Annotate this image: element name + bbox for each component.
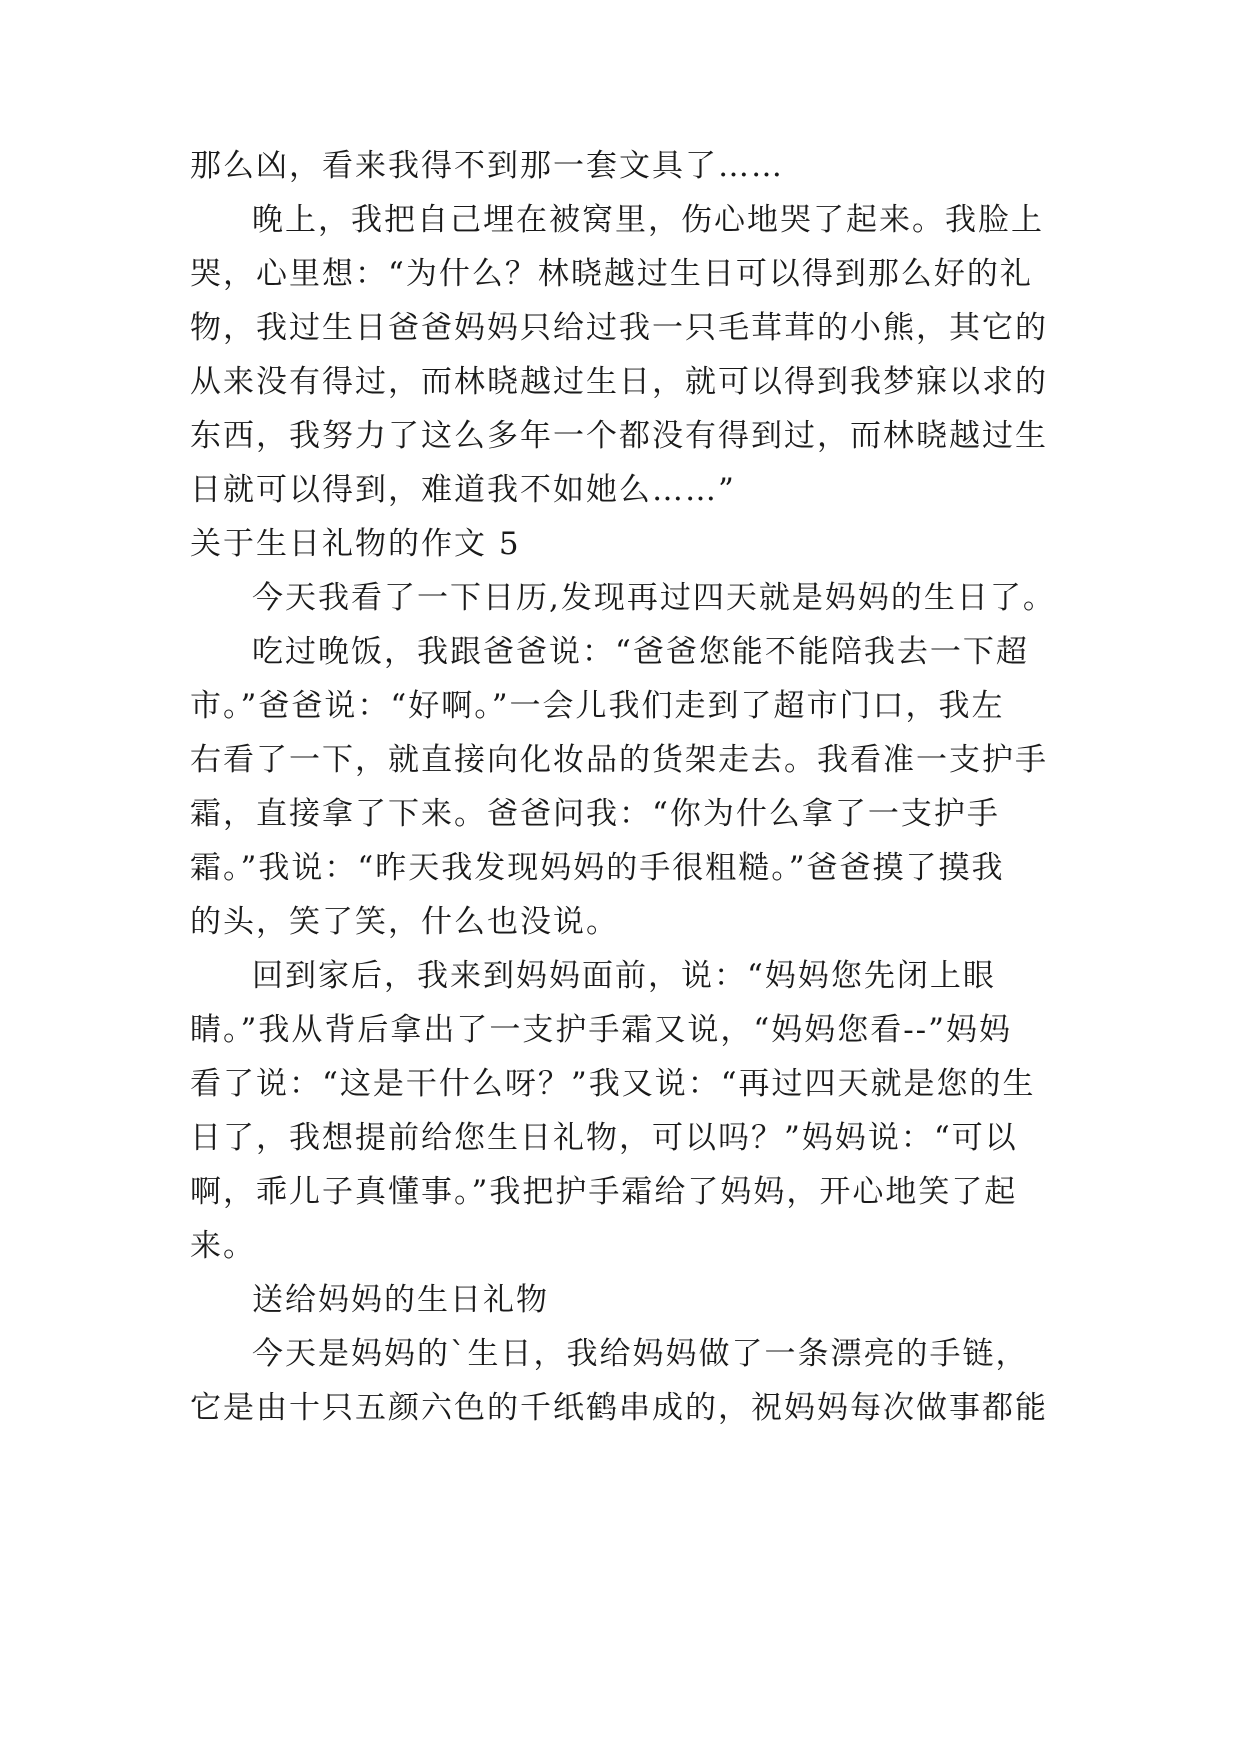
- text-line: 吃过晚饭，我跟爸爸说：“爸爸您能不能陪我去一下超: [252, 634, 1029, 670]
- text-line: 回到家后，我来到妈妈面前，说：“妈妈您先闭上眼: [252, 958, 996, 994]
- text-line: 那么凶，看来我得不到那一套文具了……: [190, 148, 784, 184]
- text-line: 啊，乖儿子真懂事。”我把护手霜给了妈妈，开心地笑了起: [190, 1174, 1018, 1210]
- text-line: 来。: [190, 1228, 256, 1264]
- subsection-heading: 送给妈妈的生日礼物: [252, 1282, 549, 1318]
- text-line: 物，我过生日爸爸妈妈只给过我一只毛茸茸的小熊，其它的: [190, 310, 1048, 346]
- text-line: 东西，我努力了这么多年一个都没有得到过，而林晓越过生: [190, 418, 1048, 454]
- text-line: 日就可以得到，难道我不如她么……”: [190, 472, 736, 508]
- text-line: 霜。”我说：“昨天我发现妈妈的手很粗糙。”爸爸摸了摸我: [190, 850, 1005, 886]
- text-line: 看了说：“这是干什么呀？”我又说：“再过四天就是您的生: [190, 1066, 1036, 1102]
- text-line: 睛。”我从背后拿出了一支护手霜又说，“妈妈您看--”妈妈: [190, 1012, 1012, 1048]
- text-line: 右看了一下，就直接向化妆品的货架走去。我看准一支护手: [190, 742, 1048, 778]
- text-line: 它是由十只五颜六色的千纸鹤串成的，祝妈妈每次做事都能: [190, 1390, 1048, 1426]
- text-line: 的头，笑了笑，什么也没说。: [190, 904, 619, 940]
- text-line: 日了，我想提前给您生日礼物，可以吗？”妈妈说：“可以: [190, 1120, 1018, 1156]
- section-heading: 关于生日礼物的作文 5: [190, 526, 521, 562]
- text-line: 从来没有得过，而林晓越过生日，就可以得到我梦寐以求的: [190, 364, 1048, 400]
- text-line: 市。”爸爸说：“好啊。”一会儿我们走到了超市门口，我左: [190, 688, 1005, 724]
- text-line: 今天是妈妈的`生日，我给妈妈做了一条漂亮的手链，: [252, 1336, 1029, 1372]
- text-line: 哭，心里想：“为什么？林晓越过生日可以得到那么好的礼: [190, 256, 1033, 292]
- text-line: 晚上，我把自己埋在被窝里，伤心地哭了起来。我脸上: [252, 202, 1044, 238]
- text-line: 今天我看了一下日历,发现再过四天就是妈妈的生日了。: [252, 580, 1056, 616]
- text-line: 霜，直接拿了下来。爸爸问我：“你为什么拿了一支护手: [190, 796, 1000, 832]
